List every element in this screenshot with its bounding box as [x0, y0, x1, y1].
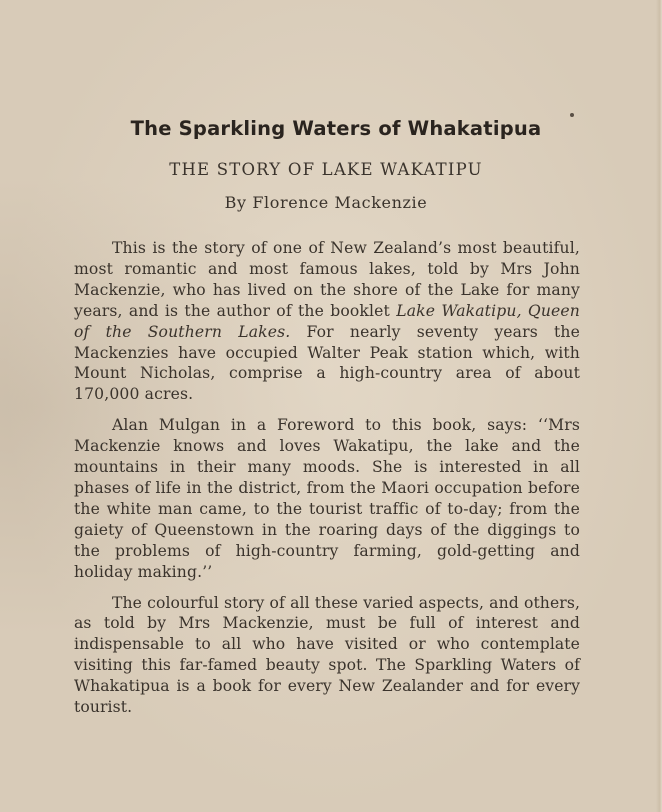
- paragraph-intro-start: This is the story of one of New Zealand’s most beautiful, most romantic and most famous lakes, told by Mrs John Mackenzie, who has lived on the shore of the Lake for many years, and is the author of the booklet: [74, 239, 580, 320]
- book-title: The Sparkling Waters of Whakatipua: [130, 117, 542, 140]
- author-byline: By Florence Mackenzie: [224, 193, 428, 212]
- paragraph-intro: [74, 238, 580, 405]
- paragraph-foreword: Alan Mulgan in a Foreword to this book, says: ‘‘Mrs Mackenzie knows and loves Wakatipu, the lake and the mountains in their many moods. She is interested in all phases of life in the district, from the Maori occupation before the white man came, to the tourist traffic of to-day; from the gaiety of Queenstown in the roaring days of the diggings to the problems of high-country farming, gold-getting and holiday making.’’: [74, 416, 580, 581]
- page-edge: [656, 0, 662, 812]
- paragraph-intro-end: For nearly seventy years the Mackenzies have occupied Walter Peak station which, with Mount Nicholas, comprise a high-country area of about 170,000 acres.: [74, 322, 580, 404]
- book-subtitle: THE STORY OF LAKE WAKATIPU: [169, 160, 483, 179]
- paragraph-closing: The colourful story of all these varied aspects, and others, as told by Mrs Mackenzie, must be full of interest and indispensable to all who have visited or who contemplate visiting this far-famed beauty spot. The Sparkling Waters of Whakatipua is a book for every New Zealander and for every tourist.: [74, 593, 580, 717]
- booklet-title: Lake Wakatipu, Queen of the Southern Lakes.: [74, 301, 580, 341]
- blurb-text: [74, 238, 580, 728]
